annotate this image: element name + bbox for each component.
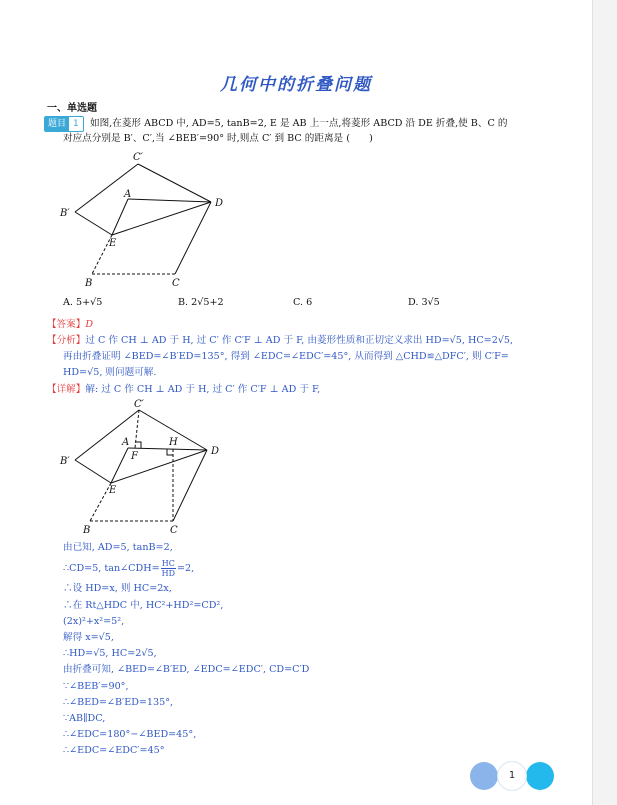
figure-1 [55,148,245,293]
fig1-label-c: C [172,278,180,289]
question-badge [44,116,84,132]
fraction-hc-hd [161,559,176,578]
answer-value: D [85,319,94,330]
fig2-label-b: B [83,525,91,536]
fig2-label-e: E [109,485,117,496]
question-badge-label: 题目 [45,117,69,131]
solution-step-9: ∵∠BEB′=90°, [63,681,129,692]
solution-step-2-a: ∴CD=5, tan∠CDH= [63,563,160,574]
fraction-denominator: HD [161,569,175,578]
page-number: 1 [498,762,526,790]
solution-step-13: ∴∠EDC=∠EDC′=45° [63,745,165,756]
fig1-edge-e-d [112,202,211,235]
solution-step-8: 由折叠可知, ∠BED=∠B′ED, ∠EDC=∠EDC′, CD=C′D [63,664,310,675]
fig2-label-cprime: C′ [134,399,144,410]
fig2-label-a: A [122,437,130,448]
fig2-label-f: F [131,451,138,462]
fig2-right-angle-h [167,449,173,455]
fig1-label-a: A [124,189,132,200]
fig2-label-d: D [211,446,220,457]
fig2-edge-e-b [90,483,111,521]
fig2-label-h: H [169,437,178,448]
choice-d: D. 3√5 [408,297,440,308]
answer-tag: 【答案】 [47,319,86,330]
solution-step-5: (2x)²+x²=5², [63,616,125,627]
question-text-line1: 如图,在菱形 ABCD 中, AD=5, tanB=2, E 是 AB 上一点,将菱形 ABCD 沿 DE 折叠,使 B、C 的 [90,118,508,129]
fig1-label-b: B [85,278,93,289]
detail-head: 解: 过 C 作 CH ⊥ AD 于 H, 过 C′ 作 C′F ⊥ AD 于 F, [85,384,321,395]
fraction-numerator: HC [161,559,175,568]
document-title: 几何中的折叠问题 [220,75,372,95]
analysis-line1 [47,334,513,347]
fig2-label-bprime: B′ [60,456,70,467]
fig2-right-angle-f [135,442,141,448]
solution-step-11: ∵AB∥DC, [63,713,106,724]
solution-step-2 [63,559,194,578]
analysis-text-1: 过 C 作 CH ⊥ AD 于 H, 过 C′ 作 C′F ⊥ AD 于 F, 由菱形性质和正切定义求出 HD=√5, HC=2√5, [85,335,514,346]
solution-step-4: ∴在 Rt△HDC 中, HC²+HD²=CD², [63,600,224,611]
analysis-text-3: HD=√5, 则问题可解. [63,367,157,378]
fig2-edge-bp-e [75,460,111,483]
fig2-edge-e-d [111,450,207,483]
fig1-edge-d-c [175,202,211,274]
page-prev-dot[interactable] [470,762,498,790]
fig2-edge-bp-cp [75,410,139,460]
solution-step-2-b: =2, [177,563,195,574]
fig1-label-bprime: B′ [60,208,70,219]
fig1-label-e: E [109,238,117,249]
solution-step-12: ∴∠EDC=180°−∠BED=45°, [63,729,197,740]
page-indicator[interactable] [470,762,556,792]
solution-step-7: ∴HD=√5, HC=2√5, [63,648,157,659]
choice-a: A. 5+√5 [63,297,103,308]
section-heading: 一、单选题 [47,103,97,114]
solution-step-3: ∴设 HD=x, 则 HC=2x, [63,583,172,594]
fig2-edge-d-c [173,450,207,521]
fig1-edge-cp-d [138,164,211,202]
right-scroll-area[interactable] [592,0,617,805]
detail-line [47,383,320,396]
question-text-line2: 对应点分别是 B′、C′,当 ∠BEB′=90° 时,则点 C′ 到 BC 的距离是 ( ) [63,133,373,144]
question-badge-number: 1 [69,117,83,131]
choice-b: B. 2√5+2 [178,297,224,308]
fig2-label-c: C [170,525,178,536]
solution-step-1: 由已知, AD=5, tanB=2, [63,542,173,553]
fig1-edge-bp-cp [75,164,138,212]
solution-step-6: 解得 x=√5, [63,632,114,643]
fig1-edge-e-a [112,199,128,235]
figure-2 [55,398,245,538]
page-next-dot[interactable] [526,762,554,790]
fig1-edge-a-d [128,199,211,202]
analysis-tag: 【分析】 [47,335,86,346]
fig1-label-d: D [215,198,224,209]
analysis-text-2: 再由折叠证明 ∠BED=∠B′ED=135°, 得到 ∠EDC=∠EDC′=45°, 从而得到 △CHD≌△DFC′, 则 C′F= [63,351,509,362]
answer-line [47,318,93,331]
choice-c: C. 6 [293,297,313,308]
detail-tag: 【详解】 [47,384,86,395]
fig1-label-cprime: C′ [133,152,143,163]
solution-step-10: ∴∠BED=∠B′ED=135°, [63,697,174,708]
fig1-edge-bp-e [75,212,112,235]
